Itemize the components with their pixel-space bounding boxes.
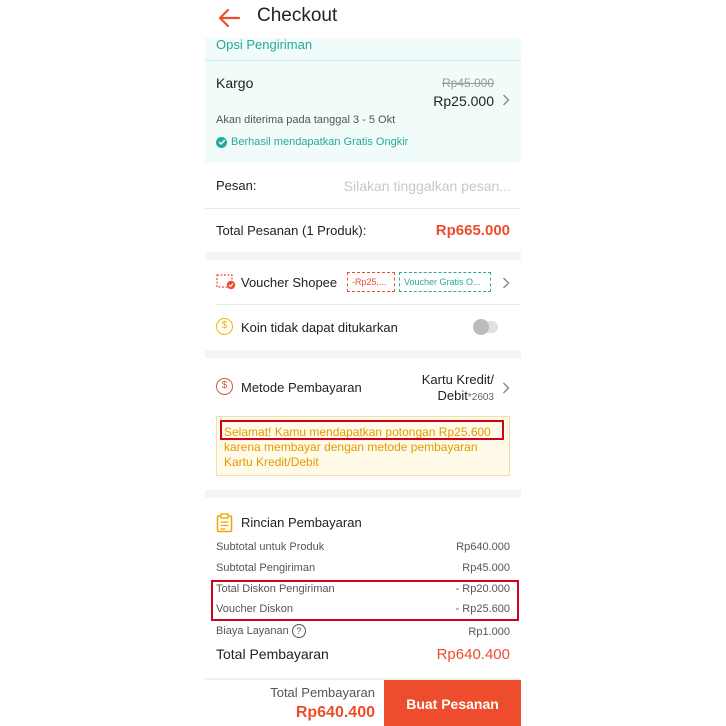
payment-method-type: Debit — [437, 388, 468, 403]
order-total-label: Total Pesanan (1 Produk): — [216, 223, 367, 238]
shipping-price-original: Rp45.000 — [441, 76, 494, 90]
payment-method-label: Metode Pembayaran — [241, 380, 362, 395]
divider — [205, 60, 521, 61]
promo-highlight-box — [220, 420, 504, 440]
card-mask: *2603 — [467, 392, 494, 403]
shipping-discount-value: - Rp20.000 — [455, 583, 510, 595]
shipping-price-current: Rp25.000 — [433, 93, 494, 109]
voucher-discount-label: Voucher Diskon — [216, 603, 294, 615]
checkout-bottom-bar — [205, 679, 521, 726]
coins-toggle[interactable] — [474, 321, 498, 333]
payment-promo-text: Selamat! Kamu mendapatkan potongan Rp25.600 karena membayar dengan metode pembayaran Kartu Kredit/Debit — [224, 425, 491, 469]
bottom-total-label: Total Pembayaran — [270, 685, 375, 700]
payment-details-title: Rincian Pembayaran — [241, 515, 362, 530]
place-order-button[interactable]: Buat Pesanan — [384, 680, 521, 726]
voucher-row[interactable] — [205, 260, 521, 305]
toggle-knob — [473, 319, 489, 335]
dollar-circle-icon: $ — [216, 378, 233, 395]
free-shipping-note — [216, 136, 408, 148]
free-shipping-text: Berhasil mendapatkan Gratis Ongkir — [231, 136, 409, 148]
payment-promo-banner — [216, 416, 510, 476]
service-fee-row — [216, 624, 306, 638]
help-icon[interactable]: ? — [292, 624, 306, 638]
payment-method-line2 — [422, 388, 494, 406]
check-circle-icon — [216, 137, 227, 148]
service-fee-label: Biaya Layanan — [216, 624, 289, 637]
chevron-right-icon[interactable] — [502, 382, 510, 394]
order-total-value: Rp665.000 — [435, 222, 510, 239]
shipping-method-name: Kargo — [216, 75, 254, 91]
coins-row — [205, 305, 521, 350]
checkout-screen — [205, 38, 521, 726]
discount-highlight-box — [211, 580, 519, 621]
shipping-section[interactable] — [205, 38, 521, 163]
delivery-estimate: Akan diterima pada tanggal 3 - 5 Okt — [216, 114, 396, 126]
service-fee-value: Rp1.000 — [468, 626, 510, 638]
message-row — [205, 163, 521, 209]
subtotal-product-value: Rp640.000 — [456, 541, 510, 553]
back-arrow-icon[interactable] — [217, 6, 241, 30]
bottom-total-value: Rp640.400 — [295, 704, 375, 721]
grand-total-label: Total Pembayaran — [216, 646, 329, 662]
order-total-row — [205, 209, 521, 252]
subtotal-shipping-value: Rp45.000 — [462, 562, 510, 574]
chevron-right-icon[interactable] — [502, 277, 510, 289]
message-input[interactable] — [335, 173, 511, 199]
payment-method-line1: Kartu Kredit/ — [421, 372, 494, 387]
voucher-free-shipping-tag: Voucher Gratis O... — [399, 272, 491, 292]
shipping-section-title: Opsi Pengiriman — [216, 38, 313, 52]
coin-icon: $ — [216, 318, 233, 335]
page-title: Checkout — [257, 5, 338, 26]
voucher-discount-value: - Rp25.600 — [455, 603, 510, 615]
chevron-right-icon[interactable] — [502, 94, 510, 106]
payment-details-section — [205, 498, 521, 678]
voucher-discount-tag: -Rp25,... — [347, 272, 395, 292]
subtotal-product-label: Subtotal untuk Produk — [216, 541, 325, 553]
app-header — [205, 0, 521, 38]
voucher-label: Voucher Shopee — [241, 275, 338, 290]
clipboard-icon — [216, 513, 233, 533]
subtotal-shipping-label: Subtotal Pengiriman — [216, 562, 316, 574]
message-label: Pesan: — [216, 178, 257, 193]
payment-method-section — [205, 358, 521, 490]
payment-method-value[interactable] — [422, 372, 494, 406]
voucher-icon — [216, 274, 236, 290]
coins-label: Koin tidak dapat ditukarkan — [241, 320, 398, 335]
grand-total-value: Rp640.400 — [436, 646, 510, 663]
shipping-discount-label: Total Diskon Pengiriman — [216, 583, 335, 595]
